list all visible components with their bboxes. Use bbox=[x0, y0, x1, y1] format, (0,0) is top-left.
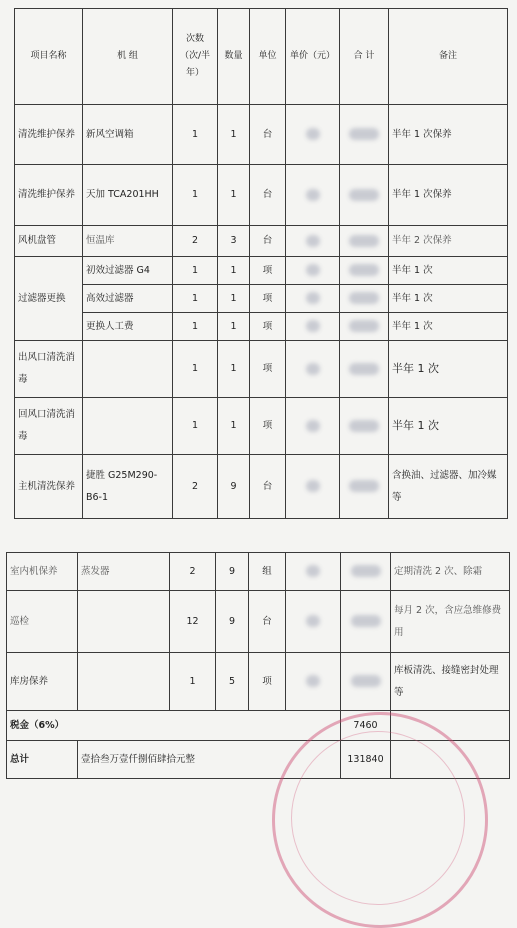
cell-unit-price-redacted bbox=[286, 341, 340, 398]
header-times: 次数（次/半年） bbox=[173, 9, 218, 105]
table-row bbox=[15, 165, 508, 226]
table-row bbox=[7, 553, 510, 591]
cell-unit: 台 bbox=[250, 455, 286, 519]
cell-remark: 半年 1 次 bbox=[389, 398, 508, 455]
cell-unit-price-redacted bbox=[286, 257, 340, 285]
cell-unit-price-redacted bbox=[286, 455, 340, 519]
cell-unit-price-redacted bbox=[286, 105, 340, 165]
table-row bbox=[7, 591, 510, 653]
cell-qty: 1 bbox=[218, 398, 250, 455]
quotation-table-top bbox=[14, 8, 508, 519]
cell-remark: 半年 1 次 bbox=[389, 313, 508, 341]
cell-group bbox=[78, 591, 170, 653]
cell-unit: 项 bbox=[250, 285, 286, 313]
table-row bbox=[15, 313, 508, 341]
tax-value: 7460 bbox=[341, 711, 391, 741]
cell-remark: 半年 1 次 bbox=[389, 285, 508, 313]
cell-unit: 项 bbox=[250, 341, 286, 398]
cell-times: 1 bbox=[173, 313, 218, 341]
cell-qty: 5 bbox=[216, 653, 249, 711]
cell-qty: 3 bbox=[218, 226, 250, 257]
cell-total-redacted bbox=[340, 398, 389, 455]
cell-unit: 台 bbox=[250, 105, 286, 165]
cell-total-redacted bbox=[340, 313, 389, 341]
cell-remark: 含换油、过滤器、加冷媒等 bbox=[389, 455, 508, 519]
cell-unit: 项 bbox=[249, 653, 286, 711]
table-row bbox=[7, 653, 510, 711]
table-row bbox=[15, 285, 508, 313]
cell-qty: 1 bbox=[218, 313, 250, 341]
cell-times: 1 bbox=[173, 257, 218, 285]
cell-remark: 半年 1 次保养 bbox=[389, 165, 508, 226]
header-total: 合 计 bbox=[340, 9, 389, 105]
cell-total-redacted bbox=[340, 455, 389, 519]
cell-item: 库房保养 bbox=[7, 653, 78, 711]
header-unit-price: 单价（元） bbox=[286, 9, 340, 105]
cell-item: 巡检 bbox=[7, 591, 78, 653]
cell-unit: 台 bbox=[249, 591, 286, 653]
cell-total-redacted bbox=[340, 341, 389, 398]
grand-total-value: 131840 bbox=[341, 741, 391, 779]
cell-remark: 每月 2 次，含应急维修费用 bbox=[391, 591, 510, 653]
cell-times: 2 bbox=[170, 553, 216, 591]
cell-unit: 组 bbox=[249, 553, 286, 591]
cell-total-redacted bbox=[340, 226, 389, 257]
cell-remark: 库板清洗、接缝密封处理等 bbox=[391, 653, 510, 711]
header-row bbox=[15, 9, 508, 105]
cell-qty: 9 bbox=[218, 455, 250, 519]
header-unit: 单位 bbox=[250, 9, 286, 105]
cell-times: 1 bbox=[173, 341, 218, 398]
cell-unit-price-redacted bbox=[286, 591, 341, 653]
grand-total-row bbox=[7, 741, 510, 779]
cell-group: 初效过滤器 G4 bbox=[83, 257, 173, 285]
cell-qty: 9 bbox=[216, 591, 249, 653]
cell-times: 2 bbox=[173, 455, 218, 519]
cell-remark: 半年 2 次保养 bbox=[389, 226, 508, 257]
cell-total-redacted bbox=[340, 105, 389, 165]
header-unit-group: 机 组 bbox=[83, 9, 173, 105]
cell-total-redacted bbox=[340, 285, 389, 313]
cell-group: 新风空调箱 bbox=[83, 105, 173, 165]
cell-group: 高效过滤器 bbox=[83, 285, 173, 313]
cell-item: 主机清洗保养 bbox=[15, 455, 83, 519]
cell-item: 室内机保养 bbox=[7, 553, 78, 591]
cell-times: 1 bbox=[173, 398, 218, 455]
cell-remark: 定期清洗 2 次、除霜 bbox=[391, 553, 510, 591]
cell-group: 捷胜 G25M290-B6-1 bbox=[83, 455, 173, 519]
table-row bbox=[15, 398, 508, 455]
cell-item: 回风口清洗消毒 bbox=[15, 398, 83, 455]
cell-qty: 9 bbox=[216, 553, 249, 591]
cell-item: 风机盘管 bbox=[15, 226, 83, 257]
cell-qty: 1 bbox=[218, 165, 250, 226]
table-row bbox=[15, 341, 508, 398]
cell-times: 2 bbox=[173, 226, 218, 257]
cell-times: 1 bbox=[173, 285, 218, 313]
cell-item: 清洗维护保养 bbox=[15, 105, 83, 165]
table-row bbox=[15, 455, 508, 519]
cell-group bbox=[83, 341, 173, 398]
cell-total-redacted bbox=[340, 257, 389, 285]
cell-qty: 1 bbox=[218, 341, 250, 398]
tax-row bbox=[7, 711, 510, 741]
cell-total-redacted bbox=[341, 591, 391, 653]
cell-total-redacted bbox=[340, 165, 389, 226]
cell-total-redacted bbox=[341, 553, 391, 591]
cell-unit-price-redacted bbox=[286, 285, 340, 313]
grand-total-label: 总计 bbox=[7, 741, 78, 779]
header-qty: 数量 bbox=[218, 9, 250, 105]
cell-unit-price-redacted bbox=[286, 226, 340, 257]
cell-group: 天加 TCA201HH bbox=[83, 165, 173, 226]
cell-group bbox=[83, 398, 173, 455]
cell-qty: 1 bbox=[218, 105, 250, 165]
cell-times: 1 bbox=[170, 653, 216, 711]
tax-label: 税金（6%） bbox=[7, 711, 341, 741]
cell-times: 1 bbox=[173, 105, 218, 165]
grand-total-words: 壹拾叁万壹仟捌佰肆拾元整 bbox=[78, 741, 341, 779]
cell-item: 过滤器更换 bbox=[15, 257, 83, 341]
header-item: 项目名称 bbox=[15, 9, 83, 105]
cell-times: 1 bbox=[173, 165, 218, 226]
cell-group: 恒温库 bbox=[83, 226, 173, 257]
cell-unit: 项 bbox=[250, 398, 286, 455]
table-row bbox=[15, 105, 508, 165]
table-row bbox=[15, 226, 508, 257]
cell-group bbox=[78, 653, 170, 711]
cell-unit: 台 bbox=[250, 226, 286, 257]
cell-unit-price-redacted bbox=[286, 398, 340, 455]
cell-times: 12 bbox=[170, 591, 216, 653]
cell-unit: 项 bbox=[250, 313, 286, 341]
cell-remark: 半年 1 次保养 bbox=[389, 105, 508, 165]
cell-total-redacted bbox=[341, 653, 391, 711]
cell-remark: 半年 1 次 bbox=[389, 341, 508, 398]
cell-unit: 项 bbox=[250, 257, 286, 285]
cell-unit-price-redacted bbox=[286, 553, 341, 591]
cell-item: 清洗维护保养 bbox=[15, 165, 83, 226]
cell-qty: 1 bbox=[218, 257, 250, 285]
table-row bbox=[15, 257, 508, 285]
cell-qty: 1 bbox=[218, 285, 250, 313]
cell-item: 出风口清洗消毒 bbox=[15, 341, 83, 398]
quotation-table-bottom bbox=[6, 552, 510, 779]
header-remark: 备注 bbox=[389, 9, 508, 105]
cell-remark: 半年 1 次 bbox=[389, 257, 508, 285]
cell-unit: 台 bbox=[250, 165, 286, 226]
cell-unit-price-redacted bbox=[286, 165, 340, 226]
cell-group: 蒸发器 bbox=[78, 553, 170, 591]
tax-remark bbox=[391, 711, 510, 741]
grand-total-remark bbox=[391, 741, 510, 779]
cell-group: 更换人工费 bbox=[83, 313, 173, 341]
cell-unit-price-redacted bbox=[286, 653, 341, 711]
cell-unit-price-redacted bbox=[286, 313, 340, 341]
